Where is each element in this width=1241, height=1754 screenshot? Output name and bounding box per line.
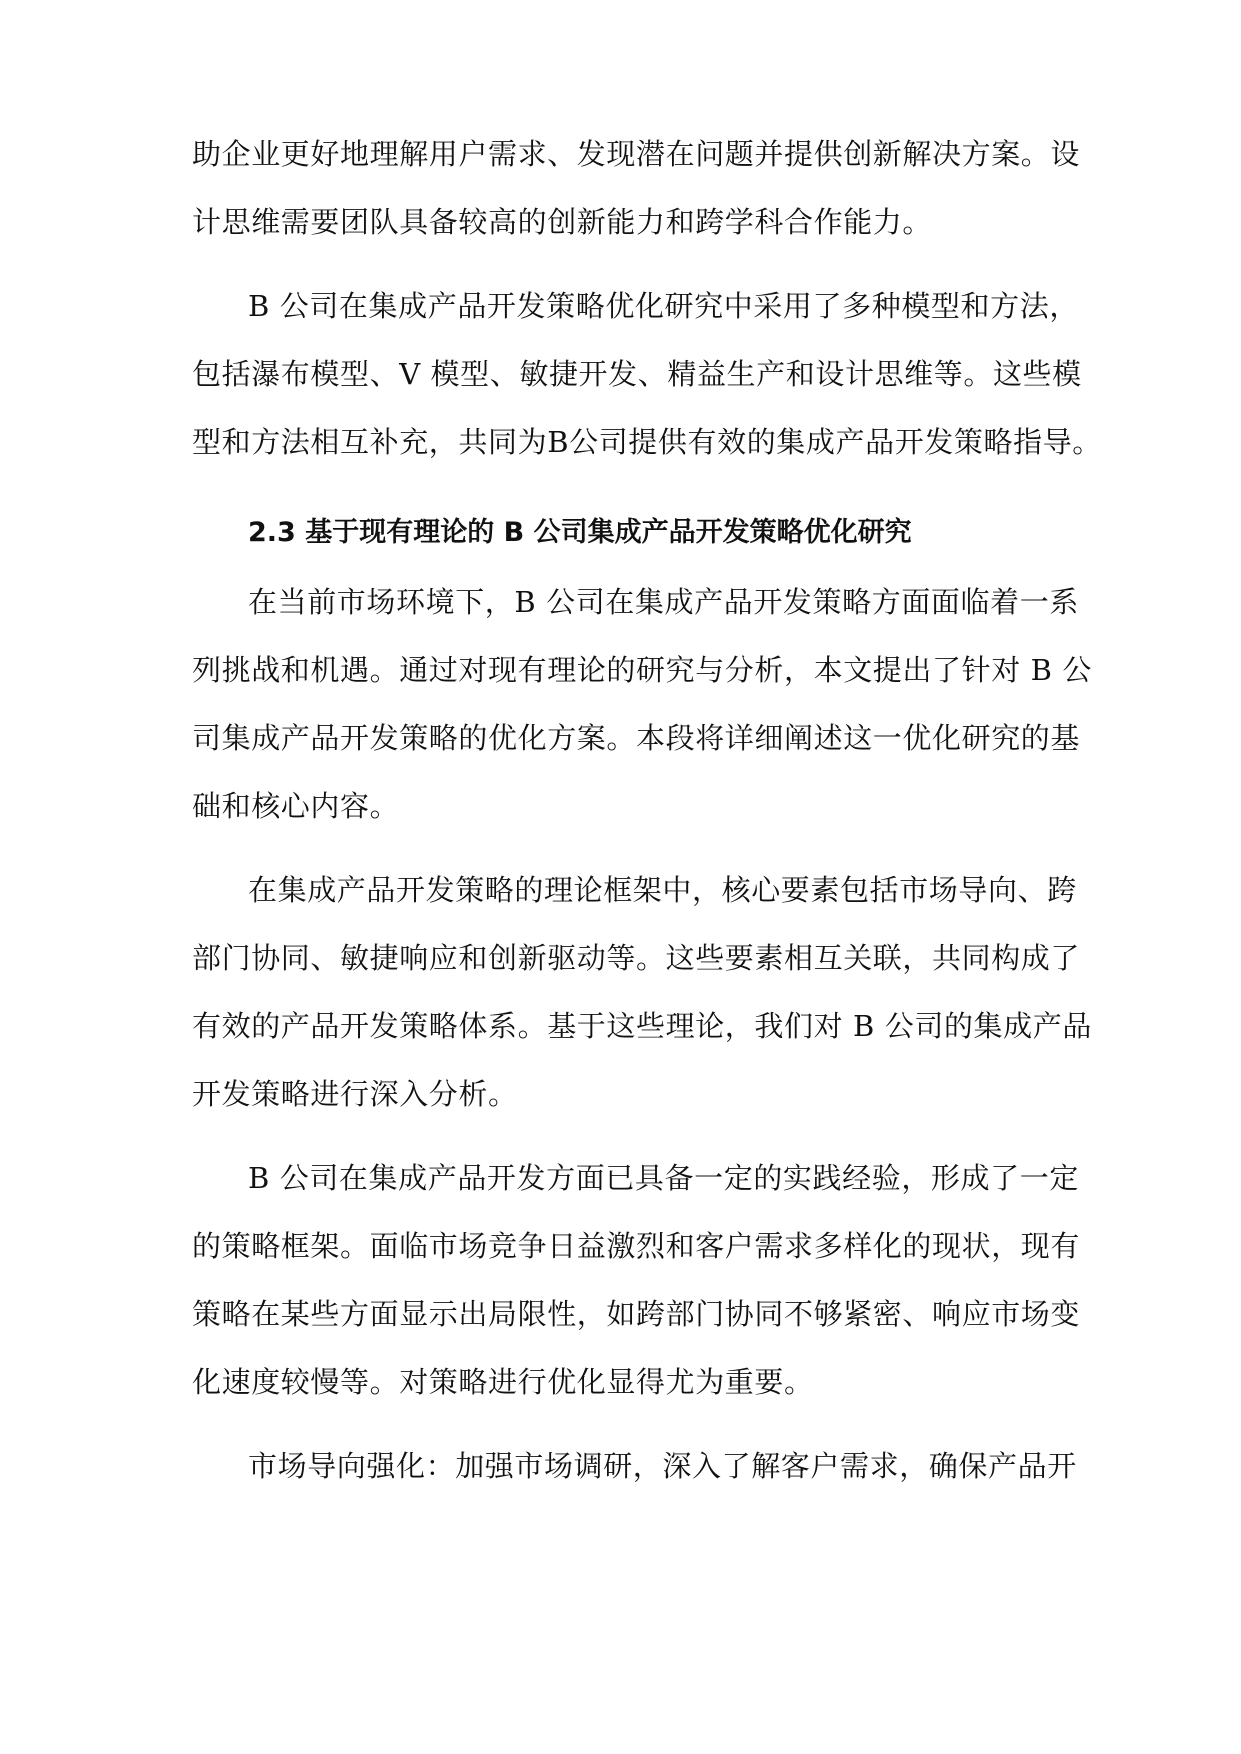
- section-heading: 2.3 基于现有理论的 B 公司集成产品开发策略优化研究: [248, 517, 912, 548]
- paragraph-line: B 公司在集成产品开发策略优化研究中采用了多种模型和方法，: [248, 289, 1079, 323]
- paragraph-line: B 公司在集成产品开发方面已具备一定的实践经验，形成了一定: [248, 1161, 1079, 1195]
- paragraph-line: 计思维需要团队具备较高的创新能力和跨学科合作能力。: [192, 205, 933, 239]
- paragraph-line: 市场导向强化：加强市场调研，深入了解客户需求，确保产品开: [248, 1449, 1077, 1483]
- paragraph-line: 在当前市场环境下，B 公司在集成产品开发策略方面面临着一系: [248, 585, 1079, 619]
- paragraph-line: 包括瀑布模型、V 模型、敏捷开发、精益生产和设计思维等。这些模: [192, 357, 1082, 391]
- paragraph-line: 开发策略进行深入分析。: [192, 1077, 518, 1111]
- paragraph-line: 础和核心内容。: [192, 789, 400, 823]
- paragraph-line: 司集成产品开发策略的优化方案。本段将详细阐述这一优化研究的基: [192, 721, 1081, 755]
- paragraph-line: 在集成产品开发策略的理论框架中，核心要素包括市场导向、跨: [248, 873, 1077, 907]
- paragraph-line: 策略在某些方面显示出局限性，如跨部门协同不够紧密、响应市场变: [192, 1297, 1081, 1331]
- paragraph-line: 列挑战和机遇。通过对现有理论的研究与分析，本文提出了针对 B 公: [192, 653, 1092, 687]
- paragraph-line: 有效的产品开发策略体系。基于这些理论，我们对 B 公司的集成产品: [192, 1009, 1092, 1043]
- paragraph-line: 化速度较慢等。对策略进行优化显得尤为重要。: [192, 1365, 814, 1399]
- paragraph-line: 型和方法相互补充，共同为B公司提供有效的集成产品开发策略指导。: [192, 425, 1102, 459]
- paragraph-line: 助企业更好地理解用户需求、发现潜在问题并提供创新解决方案。设: [192, 137, 1081, 171]
- paragraph-line: 部门协同、敏捷响应和创新驱动等。这些要素相互关联，共同构成了: [192, 941, 1081, 975]
- paragraph-line: 的策略框架。面临市场竞争日益激烈和客户需求多样化的现状，现有: [192, 1229, 1081, 1263]
